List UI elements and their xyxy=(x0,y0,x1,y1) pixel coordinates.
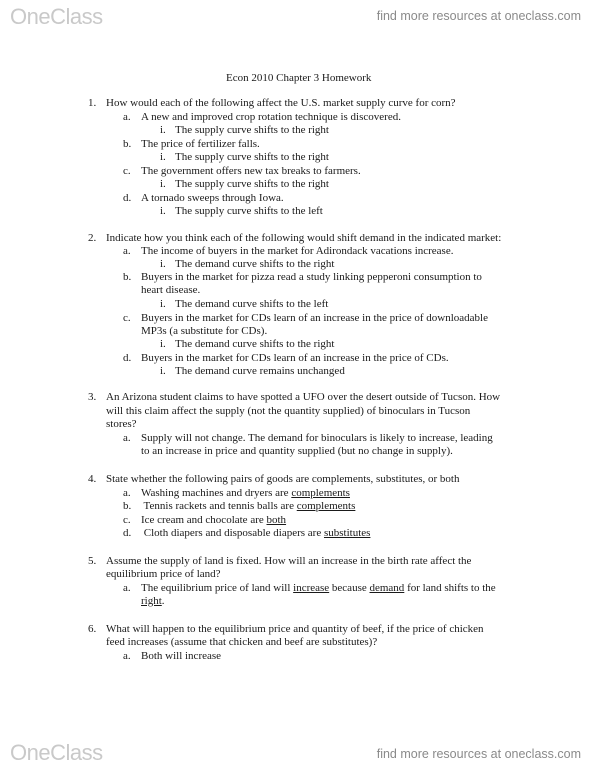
q5-a-increase: increase xyxy=(293,582,330,594)
q1-c-answer: The supply curve shifts to the right xyxy=(175,178,329,190)
q1-b-i-marker: i. xyxy=(160,151,166,163)
q3-a-text-1: Supply will not change. The demand for binoculars is likely to increase, leading xyxy=(141,432,493,444)
q4-b-text: Tennis rackets and tennis balls are xyxy=(141,500,297,512)
q4-c-answer: both xyxy=(266,514,287,526)
q4-a-text: Washing machines and dryers are xyxy=(141,487,292,499)
q4-number: 4. xyxy=(88,473,97,485)
q2-b-text-2: heart disease. xyxy=(141,284,201,296)
q4-a-answer: complements xyxy=(291,487,350,499)
q2-b-text-1: Buyers in the market for pizza read a study linking pepperoni consumption to xyxy=(141,271,482,283)
q4-c-item xyxy=(141,514,286,527)
q4-b-marker: b. xyxy=(123,500,132,512)
q2-number: 2. xyxy=(88,232,97,244)
q2-text: Indicate how you think each of the following would shift demand in the indicated market: xyxy=(106,232,502,244)
q2-d-marker: d. xyxy=(123,352,132,364)
q2-b-i-marker: i. xyxy=(160,298,166,310)
document-title: Econ 2010 Chapter 3 Homework xyxy=(226,72,372,84)
q6-text-1: What will happen to the equilibrium price and quantity of beef, if the price of chicken xyxy=(106,623,484,635)
q3-text-3: stores? xyxy=(106,418,137,430)
q3-text-2: will this claim affect the supply (not the quantity supplied) of binoculars in Tucson xyxy=(106,405,471,417)
q2-b-answer: The demand curve shifts to the left xyxy=(175,298,329,310)
q5-text-1: Assume the supply of land is fixed. How will an increase in the birth rate affect the xyxy=(106,555,472,567)
q1-b-marker: b. xyxy=(123,138,132,150)
q1-b-text: The price of fertilizer falls. xyxy=(141,138,260,150)
q1-d-answer: The supply curve shifts to the left xyxy=(175,205,323,217)
q4-a-item xyxy=(141,487,350,500)
q4-b-answer: complements xyxy=(296,500,356,512)
q1-d-marker: d. xyxy=(123,192,132,204)
q1-a-answer: The supply curve shifts to the right xyxy=(175,124,329,136)
q1-c-i-marker: i. xyxy=(160,178,166,190)
q2-a-text: The income of buyers in the market for Adirondack vacations increase. xyxy=(141,245,454,257)
q1-c-marker: c. xyxy=(123,165,131,177)
q5-a-text-mid: because xyxy=(329,582,370,594)
q1-number: 1. xyxy=(88,97,97,109)
q5-a-marker: a. xyxy=(123,582,131,594)
q6-a-marker: a. xyxy=(123,650,131,662)
q2-c-text-2: MP3s (a substitute for CDs). xyxy=(141,325,268,337)
q2-d-answer: The demand curve remains unchanged xyxy=(175,365,345,377)
q1-a-text: A new and improved crop rotation technique is discovered. xyxy=(141,111,401,123)
q5-a-item-2 xyxy=(141,595,165,608)
q3-text-1: An Arizona student claims to have spotted a UFO over the desert outside of Tucson. How xyxy=(106,391,501,403)
q4-d-text: Cloth diapers and disposable diapers are xyxy=(141,527,324,539)
q5-a-period: . xyxy=(161,595,165,607)
q3-a-text-2: to an increase in price and quantity supplied (but no change in supply). xyxy=(141,445,453,457)
q4-d-answer: substitutes xyxy=(323,527,371,539)
q4-d-marker: d. xyxy=(123,527,132,539)
oneclass-logo[interactable]: OneClass xyxy=(10,4,103,29)
q5-a-demand: demand xyxy=(369,582,405,594)
q4-c-marker: c. xyxy=(123,514,131,526)
q1-a-i-marker: i. xyxy=(160,124,166,136)
q2-a-answer: The demand curve shifts to the right xyxy=(175,258,335,270)
q2-b-marker: b. xyxy=(123,271,132,283)
q2-d-text: Buyers in the market for CDs learn of an increase in the price of CDs. xyxy=(141,352,449,364)
q1-d-i-marker: i. xyxy=(160,205,166,217)
q6-text-2: feed increases (assume that chicken and beef are substitutes)? xyxy=(106,636,378,648)
q4-d-item xyxy=(141,527,370,540)
header-resources-link[interactable]: find more resources at oneclass.com xyxy=(376,9,581,23)
q4-text: State whether the following pairs of goods are complements, substitutes, or both xyxy=(106,473,460,485)
q4-c-text: Ice cream and chocolate are xyxy=(141,514,267,526)
q5-a-text-pre: The equilibrium price of land will xyxy=(141,582,294,594)
q1-c-text: The government offers new tax breaks to farmers. xyxy=(141,165,361,177)
page-header xyxy=(0,0,595,36)
q2-c-text-1: Buyers in the market for CDs learn of an increase in the price of downloadable xyxy=(141,312,488,324)
q1-text: How would each of the following affect the U.S. market supply curve for corn? xyxy=(106,97,456,109)
q5-a-text-post: for land shifts to the xyxy=(404,582,496,594)
q1-a-marker: a. xyxy=(123,111,131,123)
q6-a-text: Both will increase xyxy=(141,650,222,662)
q4-a-marker: a. xyxy=(123,487,131,499)
q1-b-answer: The supply curve shifts to the right xyxy=(175,151,329,163)
q5-a-right: right xyxy=(141,595,162,607)
q6-number: 6. xyxy=(88,623,97,635)
q2-c-answer: The demand curve shifts to the right xyxy=(175,338,335,350)
q5-a-item xyxy=(141,582,496,595)
q4-b-item xyxy=(141,500,355,513)
q2-a-i-marker: i. xyxy=(160,258,166,270)
q3-a-marker: a. xyxy=(123,432,131,444)
q2-a-marker: a. xyxy=(123,245,131,257)
q5-text-2: equilibrium price of land? xyxy=(106,568,221,580)
q2-c-marker: c. xyxy=(123,312,131,324)
q2-c-i-marker: i. xyxy=(160,338,166,350)
q1-d-text: A tornado sweeps through Iowa. xyxy=(141,192,284,204)
footer-resources-link[interactable]: find more resources at oneclass.com xyxy=(376,747,581,761)
q2-d-i-marker: i. xyxy=(160,365,166,377)
oneclass-footer-logo[interactable]: OneClass xyxy=(10,740,103,765)
q5-number: 5. xyxy=(88,555,97,567)
q3-number: 3. xyxy=(88,391,97,403)
